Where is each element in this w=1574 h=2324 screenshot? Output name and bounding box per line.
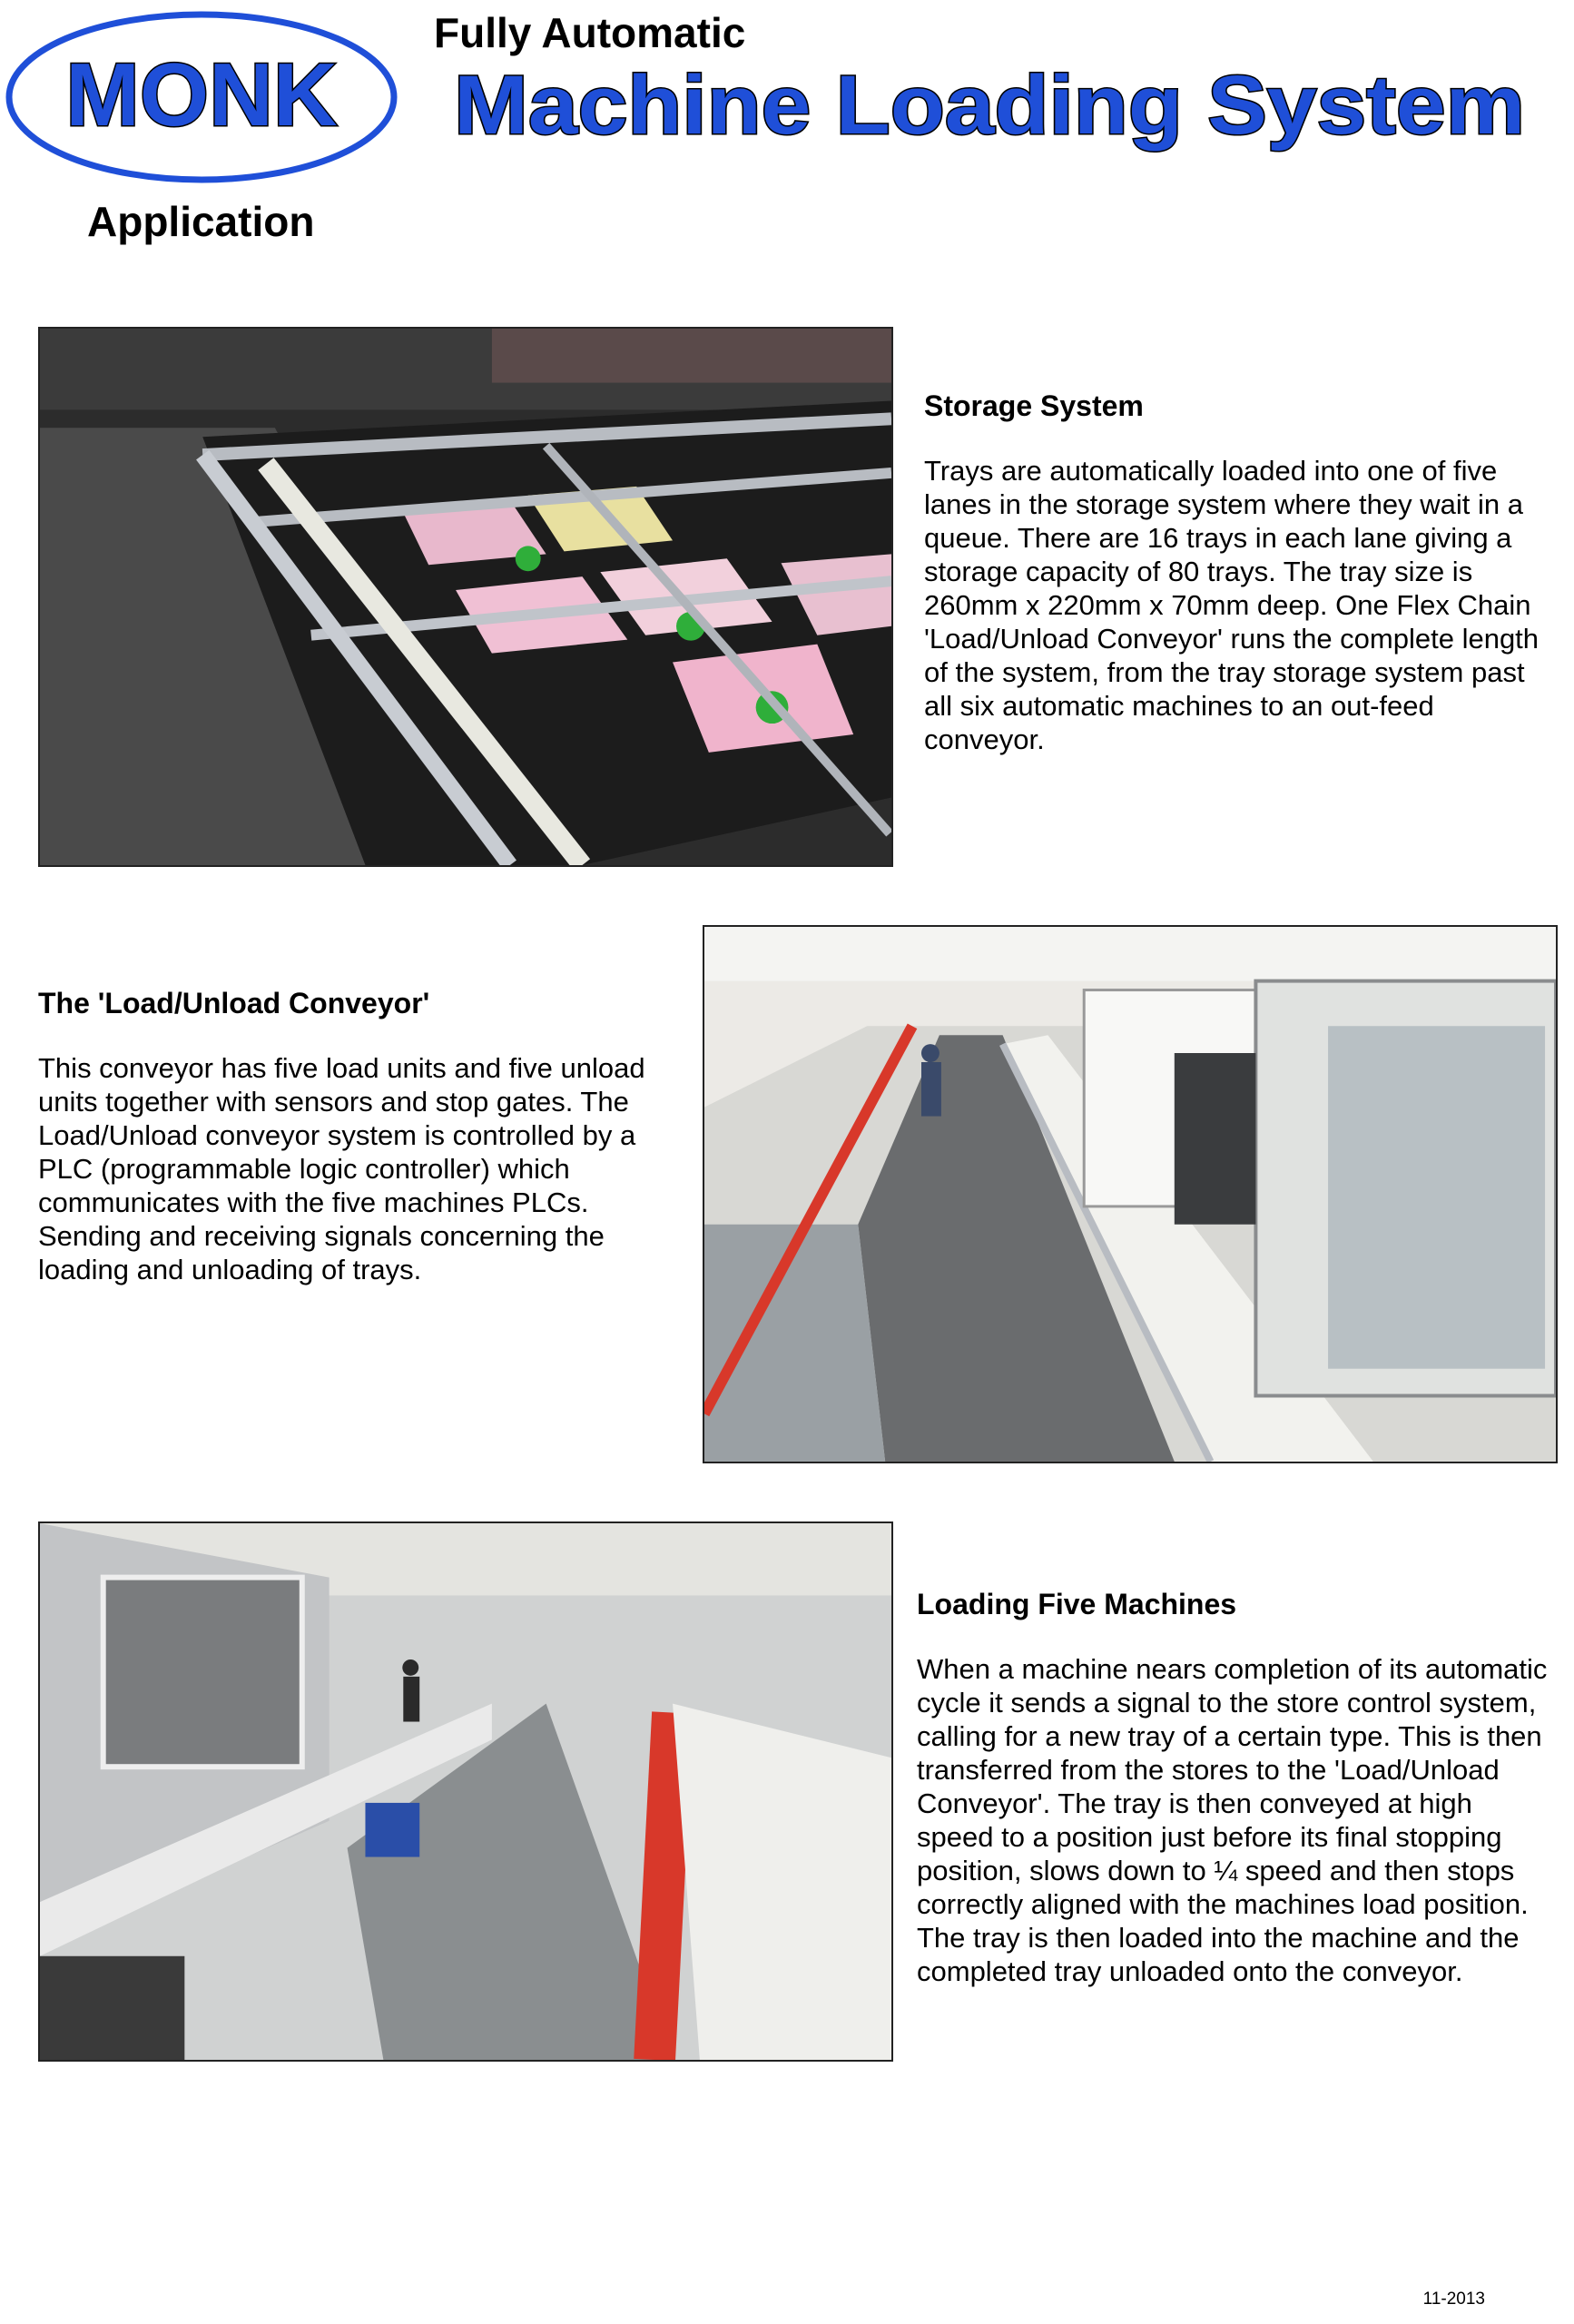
section-body: Trays are automatically loaded into one of five lanes in the storage system where they wait in a queue. There are 16 trays in each lane giving a storage capacity of 80 trays. The tray size is 260mm x 220mm x 70mm deep. One Flex Chain 'Load/Unload Conveyor' runs the complete length of the system, from the tray storage system past all six automatic machines to an out-feed conveyor.	[924, 455, 1540, 755]
section-label: Application	[87, 198, 315, 245]
page-title-text: Machine Loading System	[454, 59, 1525, 152]
monk-logo	[4, 9, 399, 186]
section-heading: Storage System	[924, 389, 1144, 422]
section-heading: The 'Load/Unload Conveyor'	[38, 987, 430, 1019]
loading-five-machines-section	[917, 1587, 1552, 1988]
conveyor-photo	[703, 925, 1558, 1463]
page-subtitle: Fully Automatic	[434, 9, 746, 56]
section-heading: Loading Five Machines	[917, 1588, 1237, 1620]
footer-date: 11-2013	[1422, 2290, 1485, 2309]
storage-system-photo	[38, 327, 893, 867]
logo-text: MONK	[65, 44, 338, 144]
page-title	[454, 56, 1543, 152]
loading-machines-photo	[38, 1521, 893, 2062]
load-unload-conveyor-section	[38, 986, 674, 1286]
section-body: This conveyor has five load units and five unload units together with sensors and stop gates. The Load/Unload conveyor system is controlled by a PLC (programmable logic controller) which communicates with the five machines PLCs. Sending and receiving signals concerning the loading and unloading of trays.	[38, 1052, 645, 1285]
section-body: When a machine nears completion of its automatic cycle it sends a signal to the store control system, calling for a new tray of a certain type. This is then transferred from the stores to the 'Load/Unload Conveyor'. The tray is then conveyed at high speed to a position just before its final stopping position, slows down to ¼ speed and then stops correctly aligned with the machines load position. The tray is then loaded into the machine and the completed tray unloaded onto the conveyor.	[917, 1653, 1548, 1987]
storage-system-section	[924, 389, 1541, 756]
